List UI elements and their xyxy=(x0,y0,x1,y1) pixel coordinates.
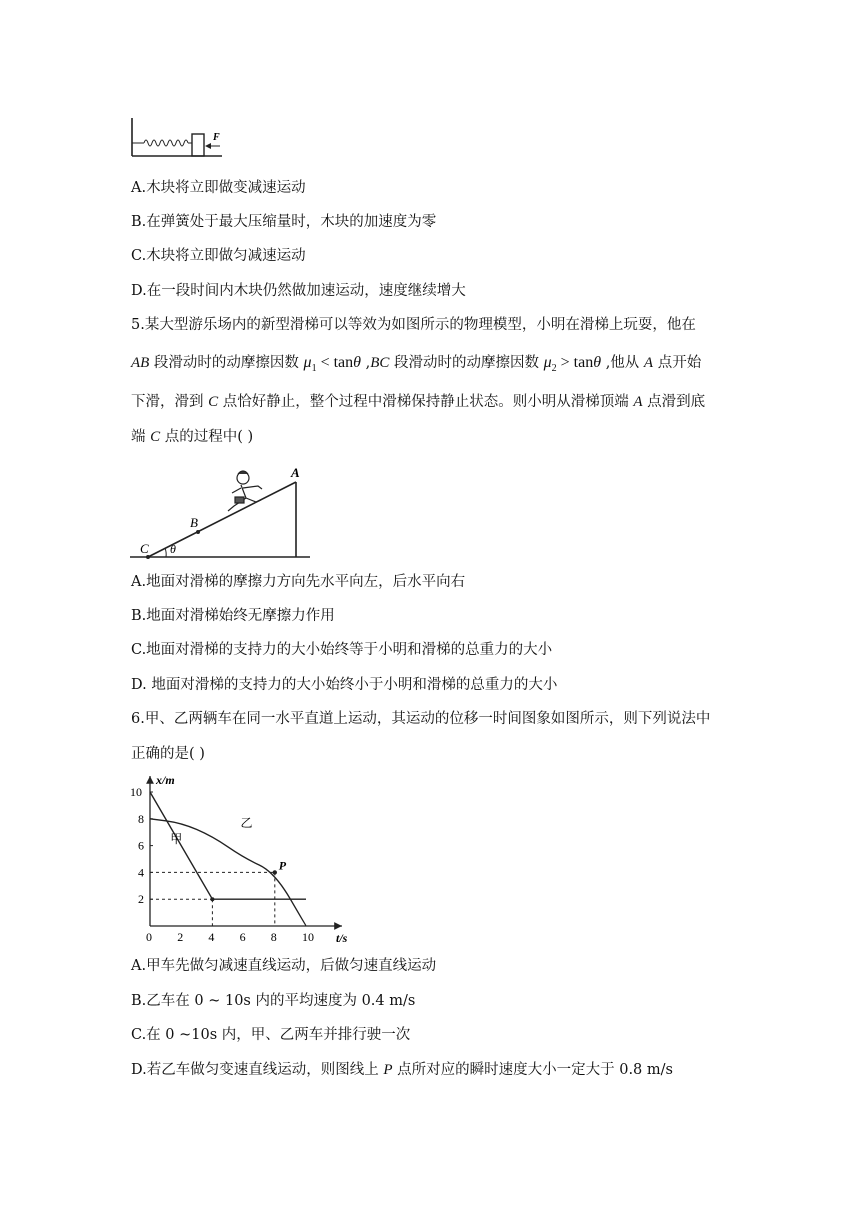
x-axis-label: t/s xyxy=(336,931,348,945)
point-b-label: B xyxy=(190,515,198,530)
q5-stem-line1: 5.某大型游乐场内的新型滑梯可以等效为如图所示的物理模型，小明在滑梯上玩耍，他在 xyxy=(131,317,696,333)
series-yi-label: 乙 xyxy=(240,815,253,830)
y-tick-label: 10 xyxy=(130,785,142,799)
q6-option-b: B.乙车在 0 ~ 10s 内的平均速度为 0.4 m/s xyxy=(131,993,416,1009)
theta-label: θ xyxy=(170,542,176,556)
q6-option-c: C.在 0 ~10s 内，甲、乙两车并排行驶一次 xyxy=(131,1027,411,1043)
q6-stem-line2: 正确的是( ) xyxy=(131,746,205,762)
child-figure xyxy=(228,471,262,511)
q4-option-d: D.在一段时间内木块仍然做加速运动，速度继续增大 xyxy=(131,283,466,299)
x-tick-label: 10 xyxy=(302,930,314,944)
y-tick-label: 6 xyxy=(138,838,144,853)
q5-option-a: A.地面对滑梯的摩擦力方向先水平向左，后水平向右 xyxy=(131,574,466,590)
q6-option-d: D.若乙车做匀变速直线运动，则图线上 P 点所对应的瞬时速度大小一定大于 0.8 m/s xyxy=(131,1062,673,1078)
point-c-label: C xyxy=(140,541,149,556)
q5-stem-line3: 下滑，滑到 C 点恰好静止，整个过程中滑梯保持静止状态。则小明从滑梯顶端 A 点滑到底 xyxy=(131,394,706,410)
y-tick-label: 8 xyxy=(138,811,144,826)
q5-option-d: D. 地面对滑梯的支持力的大小始终小于小明和滑梯的总重力的大小 xyxy=(131,677,558,693)
point-p-label: P xyxy=(278,858,287,873)
point-p-marker xyxy=(273,870,277,874)
force-label: F xyxy=(213,132,220,143)
q5-option-b: B.地面对滑梯始终无摩擦力作用 xyxy=(131,608,335,624)
q6-option-a: A.甲车先做匀减速直线运动，后做匀速直线运动 xyxy=(131,958,437,974)
xt-chart xyxy=(128,770,358,948)
x-tick-label: 2 xyxy=(177,930,184,944)
y-tick-label: 4 xyxy=(138,865,144,880)
q5-stem-line4: 端 C 点的过程中( ) xyxy=(131,429,254,445)
series-jia-point xyxy=(210,897,214,901)
slide-figure xyxy=(128,462,318,566)
x-tick-label: 8 xyxy=(270,930,277,944)
q5-option-c: C.地面对滑梯的支持力的大小始终等于小明和滑梯的总重力的大小 xyxy=(131,642,553,658)
q6-stem-line1: 6.甲、乙两辆车在同一水平直道上运动，其运动的位移一时间图象如图所示，则下列说法中 xyxy=(131,711,711,727)
x-tick-label: 0 xyxy=(146,930,152,944)
q4-option-b: B.在弹簧处于最大压缩量时，木块的加速度为零 xyxy=(131,214,437,230)
series-jia-label: 甲 xyxy=(170,831,183,846)
q5-stem-line2: AB 段滑动时的动摩擦因数 $\mu_1 < \tan\theta$ ,BC 段滑动时的动摩擦因数 $\mu_2 > \tan\theta$ ,他从 A 点开始 xyxy=(131,354,702,374)
y-axis-label: x/m xyxy=(156,773,175,787)
x-tick-label: 4 xyxy=(208,930,215,944)
q4-option-c: C.木块将立即做匀减速运动 xyxy=(131,248,306,264)
y-tick-label: 2 xyxy=(138,892,144,907)
x-tick-label: 6 xyxy=(239,930,246,944)
q4-option-a: A.木块将立即做变减速运动 xyxy=(131,180,306,196)
point-a-label: A xyxy=(291,465,300,480)
spring-block-figure xyxy=(128,116,224,162)
